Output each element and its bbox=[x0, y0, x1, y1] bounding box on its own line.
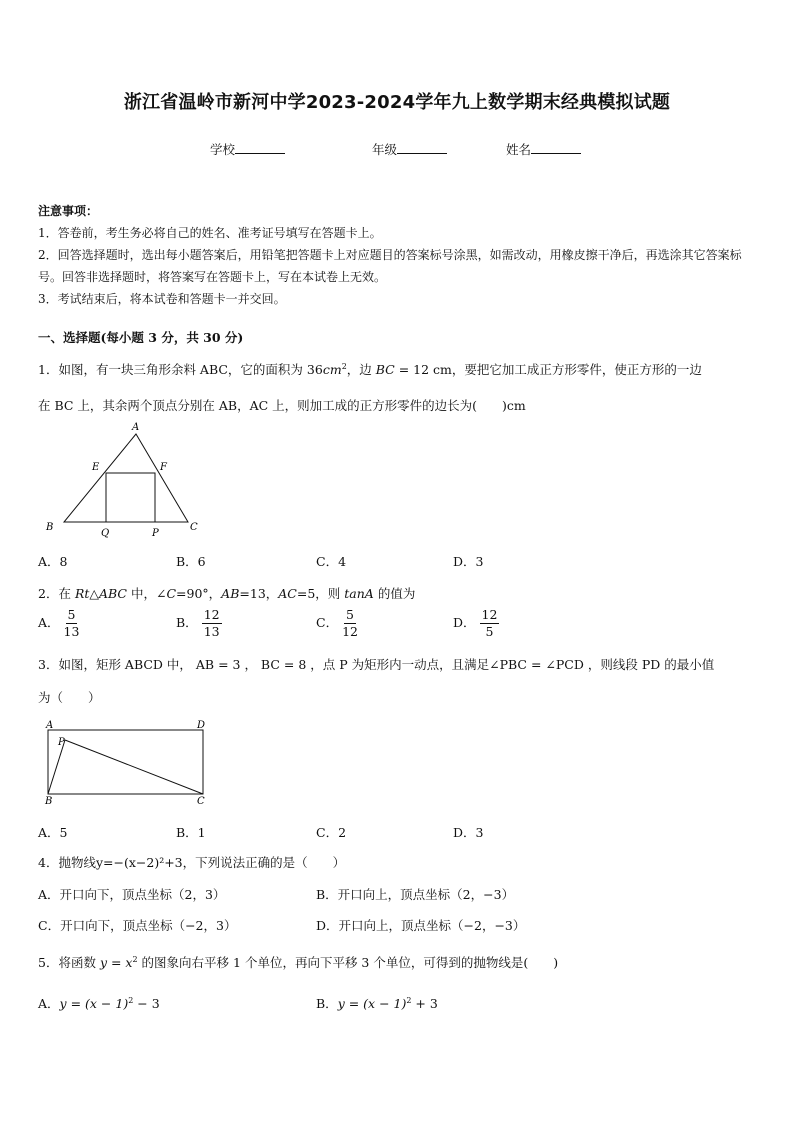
q5-option-a[interactable]: A．$y = (x - 1)^2 - 3$ bbox=[38, 995, 160, 1011]
grade-field[interactable] bbox=[372, 140, 447, 158]
notice-heading: 注意事项： bbox=[38, 204, 99, 218]
grade-label: 年级 bbox=[372, 142, 398, 157]
q1-option-d[interactable]: D．3 bbox=[453, 554, 484, 569]
q3-rectangle-figure bbox=[40, 716, 220, 808]
label-P: P bbox=[58, 737, 65, 748]
q4-option-b[interactable]: B．开口向上，顶点坐标（2，−3） bbox=[316, 887, 515, 902]
label-A: A bbox=[46, 720, 54, 731]
q2-option-b[interactable]: B． $\frac{12}{13}$ bbox=[176, 607, 220, 639]
q3-line1: 3．如图，矩形 ABCD 中， AB = 3 ， BC = 8 ，点 P 为矩形内一动点，且满足∠PBC = ∠PCD ，则线段 PD 的最小值 bbox=[38, 657, 715, 672]
notice-item: 1．答卷前，考生务必将自己的姓名、准考证号填写在答题卡上。 bbox=[38, 226, 382, 240]
q5-stem: 5．将函数 $y = x^2$ 的图象向右平移 1 个单位，再向下平移 3 个单位，可得到的抛物线是( ) bbox=[38, 954, 559, 970]
q3-option-b[interactable]: B．1 bbox=[176, 825, 206, 840]
label-C: C bbox=[197, 796, 205, 807]
q3-line2: 为（ ） bbox=[38, 690, 101, 705]
q2-option-a[interactable]: A． $\frac{5}{13}$ bbox=[38, 607, 80, 639]
label-E: E bbox=[92, 462, 100, 473]
q5-option-b[interactable]: B．$y = (x - 1)^2 + 3$ bbox=[316, 995, 438, 1011]
section-heading: 一、选择题(每小题 3 分，共 30 分) bbox=[38, 330, 244, 345]
q3-option-c[interactable]: C．2 bbox=[316, 825, 347, 840]
q1-triangle-figure bbox=[40, 420, 210, 542]
q2-option-c[interactable]: C． $\frac{5}{12}$ bbox=[316, 607, 358, 639]
notice-block bbox=[38, 200, 758, 310]
label-C: C bbox=[190, 522, 198, 533]
q1-option-b[interactable]: B．6 bbox=[176, 554, 206, 569]
q3-option-d[interactable]: D．3 bbox=[453, 825, 484, 840]
q4-option-a[interactable]: A．开口向下，顶点坐标（2，3） bbox=[38, 887, 226, 902]
label-D: D bbox=[197, 720, 206, 731]
label-P: P bbox=[152, 528, 159, 539]
q4-stem: 4．抛物线y=−(x−2)²+3，下列说法正确的是（ ） bbox=[38, 855, 346, 870]
q2-stem: 2．在 Rt△ABC 中，∠C=90°，AB=13，AC=5，则 tanA 的值为 bbox=[38, 586, 416, 601]
q4-option-d[interactable]: D．开口向上，顶点坐标（−2，−3） bbox=[316, 918, 526, 933]
q1-line1: 1．如图，有一块三角形余料 ABC，它的面积为 $36cm^2$，边 BC = 12 cm，要把它加工成正方形零件，使正方形的一边 bbox=[38, 361, 702, 377]
q3-option-a[interactable]: A．5 bbox=[38, 825, 68, 840]
school-field[interactable] bbox=[210, 140, 285, 158]
notice-item: 3．考试结束后，将本试卷和答题卡一并交回。 bbox=[38, 292, 286, 306]
q1-option-a[interactable]: A．8 bbox=[38, 554, 68, 569]
school-label: 学校 bbox=[210, 142, 236, 157]
q4-option-c[interactable]: C．开口向下，顶点坐标（−2，3） bbox=[38, 918, 237, 933]
q1-option-c[interactable]: C．4 bbox=[316, 554, 347, 569]
label-B: B bbox=[45, 796, 53, 807]
q1-line2: 在 BC 上，其余两个顶点分别在 AB，AC 上，则加工成的正方形零件的边长为( )cm bbox=[38, 398, 526, 413]
name-label: 姓名 bbox=[506, 142, 532, 157]
page-title: 浙江省温岭市新河中学2023-2024学年九上数学期末经典模拟试题 bbox=[123, 92, 671, 113]
notice-item: 2．回答选择题时，选出每小题答案后，用铅笔把答题卡上对应题目的答案标号涂黑，如需改动，用橡皮擦干净后，再选涂其它答案标号。回答非选择题时，将答案写在答题卡上，写在本试卷上无效。 bbox=[38, 248, 742, 284]
q2-option-d[interactable]: D． $\frac{12}{5}$ bbox=[453, 607, 498, 639]
label-B: B bbox=[46, 522, 54, 533]
label-A: A bbox=[132, 422, 140, 433]
label-Q: Q bbox=[101, 528, 110, 539]
label-F: F bbox=[160, 462, 167, 473]
name-field[interactable] bbox=[506, 140, 581, 158]
